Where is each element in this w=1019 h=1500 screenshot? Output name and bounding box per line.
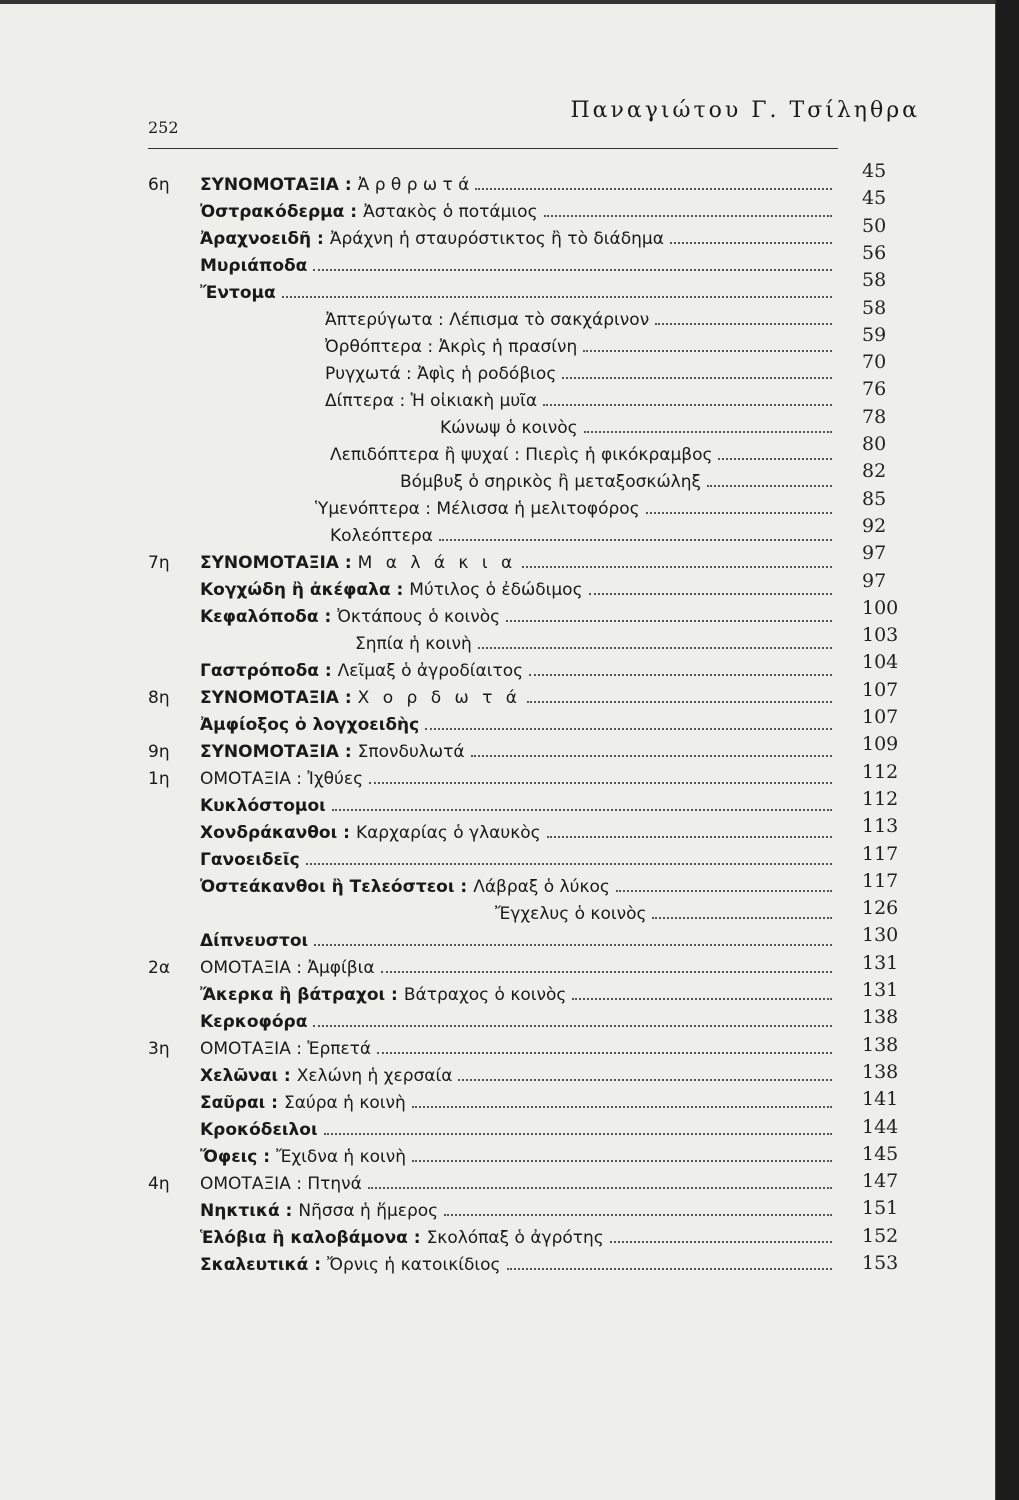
toc-row <box>0 1225 836 1251</box>
entry-text: Λάβραξ ὁ λύκος <box>473 877 610 897</box>
toc-page-number: 147 <box>862 1170 899 1193</box>
entry-heading: Σαῦραι : <box>200 1093 278 1113</box>
dot-leader <box>507 1268 832 1270</box>
dot-leader <box>655 323 832 325</box>
entry-heading: Γανοειδεῖς <box>200 850 300 870</box>
toc-row <box>0 928 836 954</box>
entry-heading: Ἀμφίοξος ὁ λογχοειδὴς <box>200 715 420 735</box>
toc-row <box>0 172 836 198</box>
dot-leader <box>583 350 832 352</box>
dot-leader <box>439 539 832 541</box>
section-label: 7η <box>148 553 170 573</box>
toc-row <box>0 577 836 603</box>
toc-row <box>0 523 836 549</box>
section-label: 3η <box>148 1039 170 1059</box>
dot-leader <box>584 431 832 433</box>
toc-page-number: 109 <box>862 733 899 756</box>
entry-text: Σηπία ἡ κοινὴ <box>355 634 472 654</box>
toc-page-number: 56 <box>862 241 887 264</box>
entry-text: Βόμβυξ ὁ σηρικὸς ἢ μεταξοσκώληξ <box>400 472 701 492</box>
running-header-title: Παναγιώτου Γ. Τσίληθρα <box>570 98 920 123</box>
toc-page-number: 107 <box>862 678 899 701</box>
toc-page-number: 145 <box>862 1142 899 1165</box>
dot-leader <box>306 863 832 865</box>
toc-page-number: 152 <box>862 1224 899 1247</box>
toc-row <box>0 1063 836 1089</box>
toc-page-number: 45 <box>862 160 887 182</box>
toc-page-number: 107 <box>862 706 899 728</box>
entry-text: Καρχαρίας ὁ γλαυκὸς <box>355 823 541 843</box>
entry-text: Ἀστακὸς ὁ ποτάμιος <box>363 202 538 222</box>
toc-page-number: 59 <box>862 323 887 346</box>
dot-leader <box>562 377 832 379</box>
entry-text: ΟΜΟΤΑΞΙΑ : Ἑρπετά <box>200 1039 372 1059</box>
entry-heading: Ἑλόβια ἢ καλοβάμονα : <box>200 1228 421 1248</box>
toc-page-number: 92 <box>862 514 887 537</box>
dot-leader <box>529 674 832 676</box>
entry-heading: Χονδράκανθοι : <box>200 823 350 843</box>
toc-row <box>0 847 836 873</box>
entry-text: Σπονδυλωτά <box>357 742 465 762</box>
top-edge <box>0 0 996 4</box>
toc-row <box>0 226 836 252</box>
toc-page-number: 151 <box>862 1197 899 1220</box>
toc-page-number: 104 <box>862 651 899 674</box>
toc-page-number: 138 <box>862 1060 899 1083</box>
toc-row <box>0 1090 836 1116</box>
toc-row <box>0 1198 836 1224</box>
dot-leader <box>527 701 832 703</box>
toc-page-number: 58 <box>862 296 887 319</box>
dot-leader <box>506 620 832 622</box>
entry-text: Ὀκτάπους ὁ κοινὸς <box>337 607 501 627</box>
book-spine <box>996 0 1019 1500</box>
entry-heading: Δίπνευστοι <box>200 931 309 951</box>
entry-heading: Γαστρόποδα : <box>200 661 332 681</box>
dot-leader <box>646 512 832 514</box>
toc-page-number: 131 <box>862 979 899 1001</box>
section-label: 8η <box>148 688 170 708</box>
entry-heading: Ἀραχνοειδῆ : <box>200 229 324 249</box>
section-label: 6η <box>148 175 170 195</box>
dot-leader <box>471 755 832 757</box>
toc-row <box>0 901 836 927</box>
entry-text: Ἀράχνη ἡ σταυρόστικτος ἢ τὸ διάδημα <box>329 229 664 249</box>
toc-page-number: 103 <box>862 624 899 647</box>
entry-text: Ὑμενόπτερα : Μέλισσα ἡ μελιτοφόρος <box>315 499 640 519</box>
header-rule <box>148 148 838 149</box>
dot-leader <box>616 890 832 892</box>
entry-heading: ΣΥΝΟΜΟΤΑΞΙΑ : <box>200 742 352 762</box>
toc-page-number: 85 <box>862 487 887 510</box>
dot-leader <box>544 215 832 217</box>
toc-page-number: 58 <box>862 269 887 292</box>
section-label: 1η <box>148 769 170 789</box>
toc-page-number: 80 <box>862 433 887 455</box>
toc-row <box>0 1144 836 1170</box>
toc-row <box>0 1117 836 1143</box>
entry-heading: Κερκοφόρα <box>200 1012 308 1032</box>
toc-page-number: 138 <box>862 1006 899 1029</box>
entry-text: Ἀπτερύγωτα : Λέπισμα τὸ σακχάρινον <box>325 310 650 330</box>
toc-row <box>0 334 836 360</box>
dot-leader <box>381 971 832 973</box>
toc-row <box>0 712 836 738</box>
toc-page-number: 78 <box>862 405 887 428</box>
toc-row <box>0 415 836 441</box>
entry-text: Κώνωψ ὁ κοινὸς <box>440 418 578 438</box>
entry-heading: Κροκόδειλοι <box>200 1120 318 1140</box>
dot-leader <box>444 1214 832 1216</box>
toc-page-number: 153 <box>862 1252 899 1274</box>
toc-row <box>0 955 836 981</box>
toc-page-number: 130 <box>862 924 899 947</box>
entry-heading: Χελῶναι : <box>200 1066 291 1086</box>
entry-text: Ρυγχωτά : Ἀφὶς ἡ ροδόβιος <box>325 364 557 384</box>
toc-row <box>0 496 836 522</box>
toc-page-number: 97 <box>862 542 887 565</box>
toc-row <box>0 307 836 333</box>
dot-leader <box>369 782 832 784</box>
dot-leader <box>610 1241 832 1243</box>
toc-page-number: 131 <box>862 951 899 974</box>
toc-row <box>0 658 836 684</box>
toc-row <box>0 604 836 630</box>
dot-leader <box>313 269 832 271</box>
entry-heading: ΣΥΝΟΜΟΤΑΞΙΑ : <box>200 553 352 573</box>
dot-leader <box>314 944 832 946</box>
toc-row <box>0 1036 836 1062</box>
toc-page-number: 112 <box>862 787 899 810</box>
toc-page-number: 112 <box>862 760 899 783</box>
dot-leader <box>377 1052 832 1054</box>
entry-heading: Ἔντομα <box>200 283 276 303</box>
entry-text: Νῆσσα ἡ ἥμερος <box>298 1201 439 1221</box>
toc-page-number: 113 <box>862 815 899 838</box>
toc-row <box>0 442 836 468</box>
toc-page-number: 117 <box>862 869 899 892</box>
entry-text: Λεπιδόπτερα ἢ ψυχαί : Πιερὶς ἡ φικόκραμβος <box>330 445 713 465</box>
dot-leader <box>478 647 832 649</box>
page-number: 252 <box>148 118 179 137</box>
toc-row <box>0 631 836 657</box>
entry-heading: ΣΥΝΟΜΟΤΑΞΙΑ : <box>200 175 352 195</box>
toc-page-number: 82 <box>862 460 887 483</box>
entry-text: ΟΜΟΤΑΞΙΑ : Ἀμφίβια <box>200 958 375 978</box>
entry-text: Χ ο ρ δ ω τ ά <box>357 688 522 708</box>
dot-leader <box>412 1106 832 1108</box>
entry-heading: Κογχώδη ἢ ἀκέφαλα : <box>200 580 404 600</box>
toc-row <box>0 469 836 495</box>
dot-leader <box>475 188 832 190</box>
entry-text: Μύτιλος ὁ ἐδώδιμος <box>409 580 583 600</box>
dot-leader <box>707 485 832 487</box>
entry-heading: Ἄκερκα ἢ βάτραχοι : <box>200 985 398 1005</box>
toc-row <box>0 388 836 414</box>
dot-leader <box>368 1187 832 1189</box>
toc-row <box>0 793 836 819</box>
dot-leader <box>522 566 832 568</box>
dot-leader <box>458 1079 832 1081</box>
entry-heading: Ὀστεάκανθοι ἢ Τελεόστεοι : <box>200 877 468 897</box>
entry-heading: ΣΥΝΟΜΟΤΑΞΙΑ : <box>200 688 352 708</box>
toc-row <box>0 1009 836 1035</box>
entry-heading: Ὄφεις : <box>200 1147 271 1167</box>
toc-row <box>0 874 836 900</box>
section-label: 9η <box>148 742 170 762</box>
entry-text: Κολεόπτερα <box>330 526 433 546</box>
dot-leader <box>670 242 832 244</box>
toc-row <box>0 199 836 225</box>
toc-page-number: 70 <box>862 351 887 374</box>
toc-row <box>0 766 836 792</box>
toc-row <box>0 550 836 576</box>
dot-leader <box>425 728 832 730</box>
dot-leader <box>652 917 832 919</box>
toc-page-number: 100 <box>862 596 899 619</box>
entry-text: Δίπτερα : Ἡ οἰκιακὴ μυῖα <box>325 391 538 411</box>
toc-row <box>0 739 836 765</box>
section-label: 2α <box>148 958 171 978</box>
dot-leader <box>572 998 832 1000</box>
toc-row <box>0 361 836 387</box>
dot-leader <box>589 593 832 595</box>
toc-page-number: 144 <box>862 1115 899 1138</box>
dot-leader <box>547 836 832 838</box>
entry-heading: Σκαλευτικά : <box>200 1255 322 1275</box>
toc-page-number: 45 <box>862 187 887 210</box>
toc-row <box>0 820 836 846</box>
toc-page-number: 50 <box>862 214 887 237</box>
entry-text: ΟΜΟΤΑΞΙΑ : Πτηνά <box>200 1174 362 1194</box>
section-label: 4η <box>148 1174 170 1194</box>
toc-row <box>0 685 836 711</box>
toc-page-number: 76 <box>862 378 887 401</box>
toc-page-number: 97 <box>862 569 887 592</box>
entry-text: Ἔγχελυς ὁ κοινὸς <box>495 904 647 924</box>
toc-row <box>0 253 836 279</box>
entry-text: Βάτραχος ὁ κοινὸς <box>403 985 567 1005</box>
entry-text: Ὀρθόπτερα : Ἀκρὶς ἡ πρασίνη <box>325 337 578 357</box>
toc-page-number: 141 <box>862 1088 899 1111</box>
dot-leader <box>313 1025 832 1027</box>
toc-row <box>0 1252 836 1278</box>
entry-text: Λεῖμαξ ὁ ἀγροδίαιτος <box>337 661 524 681</box>
toc-page-number: 117 <box>862 842 899 865</box>
dot-leader <box>282 296 832 298</box>
entry-heading: Κυκλόστομοι <box>200 796 326 816</box>
entry-text: ΟΜΟΤΑΞΙΑ : Ἰχθύες <box>200 769 364 789</box>
dot-leader <box>412 1160 832 1162</box>
dot-leader <box>324 1133 832 1135</box>
dot-leader <box>543 404 832 406</box>
entry-text: Σαύρα ἡ κοινὴ <box>283 1093 406 1113</box>
toc-page-number: 138 <box>862 1033 899 1056</box>
entry-heading: Μυριάποδα <box>200 256 308 276</box>
toc-page-number: 126 <box>862 897 899 920</box>
entry-heading: Νηκτικά : <box>200 1201 293 1221</box>
entry-text: Ἔχιδνα ἡ κοινὴ <box>276 1147 407 1167</box>
toc-row <box>0 1171 836 1197</box>
entry-text: Χελώνη ἡ χερσαία <box>296 1066 453 1086</box>
entry-text: Μ α λ ά κ ι α <box>357 553 517 573</box>
entry-text: Ὄρνις ἡ κατοικίδιος <box>327 1255 501 1275</box>
dot-leader <box>332 809 832 811</box>
entry-text: Σκολόπαξ ὁ ἀγρότης <box>426 1228 604 1248</box>
toc-row <box>0 982 836 1008</box>
entry-text: Ἀ ρ θ ρ ω τ ά <box>357 175 470 195</box>
toc-row <box>0 280 836 306</box>
entry-heading: Κεφαλόποδα : <box>200 607 332 627</box>
dot-leader <box>718 458 832 460</box>
entry-heading: Ὀστρακόδερμα : <box>200 202 358 222</box>
